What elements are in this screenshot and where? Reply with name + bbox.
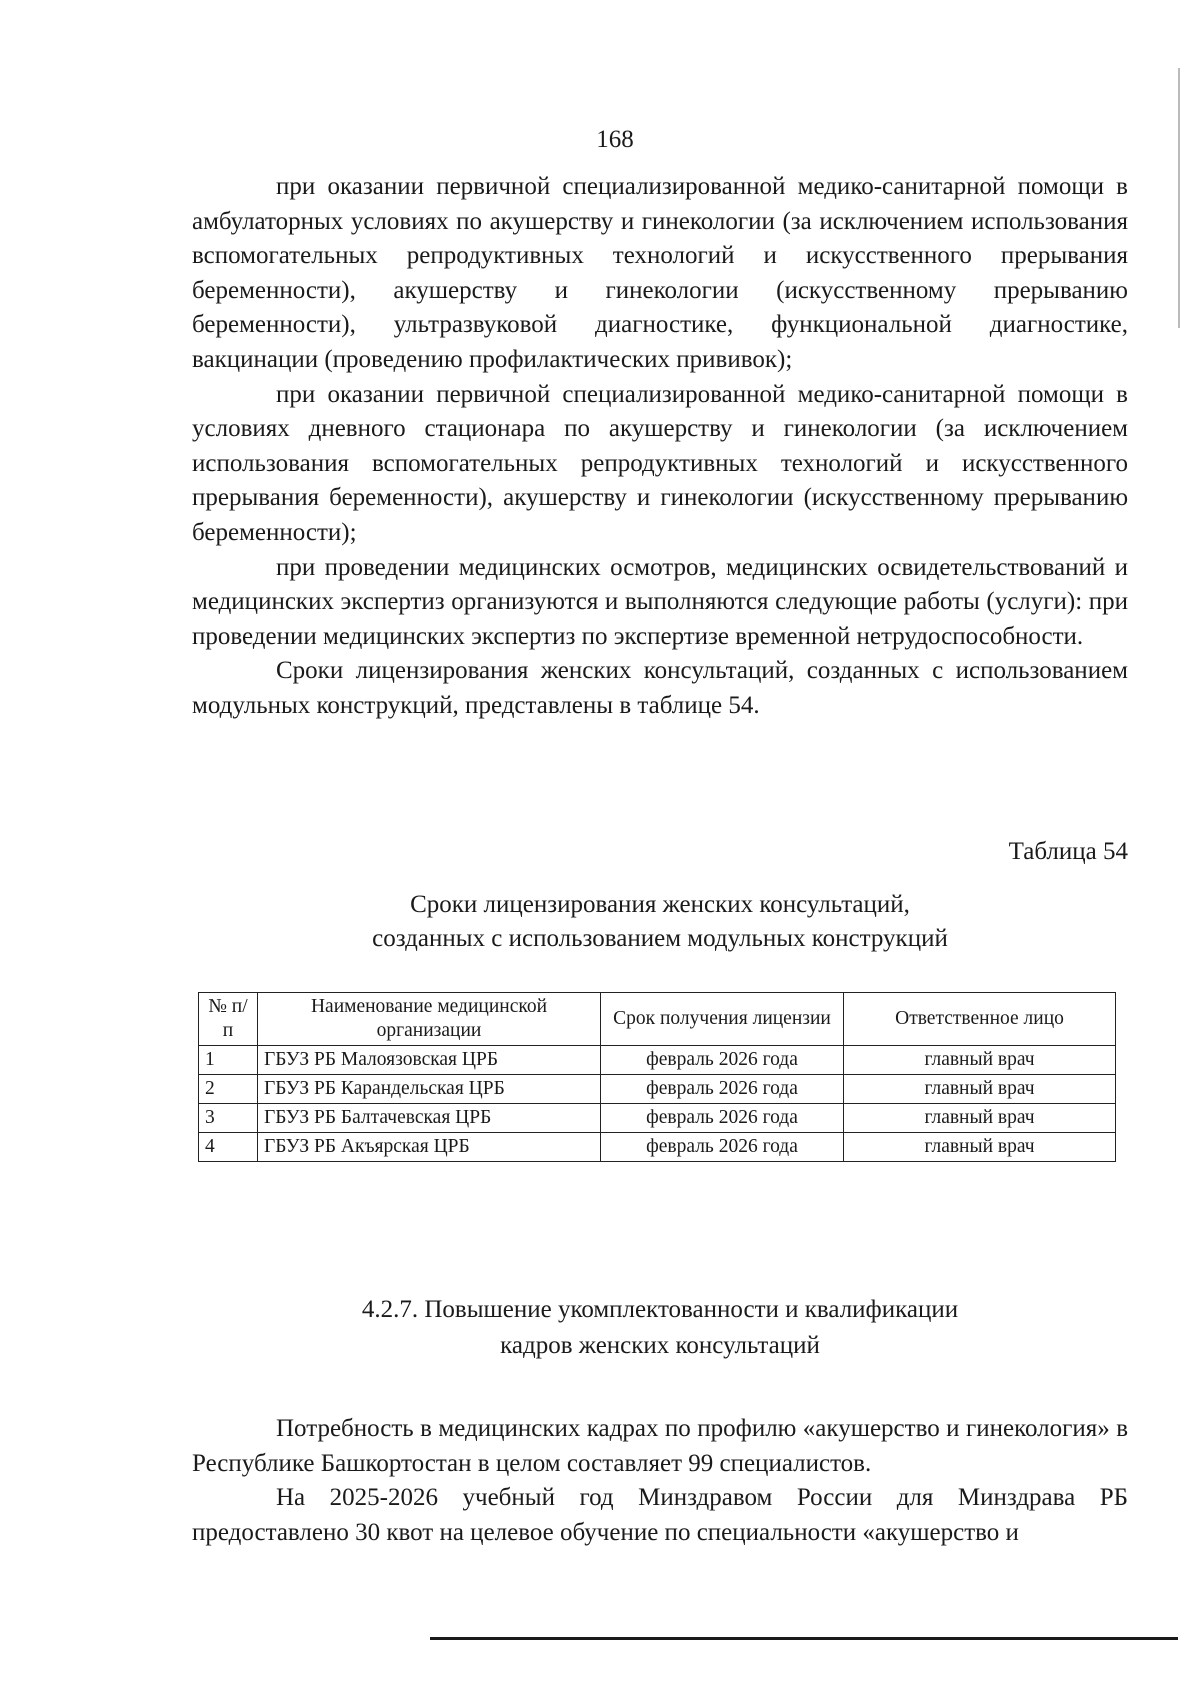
table-title-line-1: Сроки лицензирования женских консультаций, [410, 891, 910, 918]
row-license-date: февраль 2026 года [601, 1046, 844, 1075]
header-responsible: Ответственное лицо [844, 993, 1116, 1046]
licensing-table [198, 992, 1116, 1162]
row-license-date: февраль 2026 года [601, 1133, 844, 1162]
bottom-rule [430, 1637, 1178, 1640]
table-row [199, 1133, 1116, 1162]
table-label: Таблица 54 [1008, 838, 1128, 865]
section-heading-line-1: 4.2.7. Повышение укомплектованности и квалификации [361, 1296, 959, 1323]
table-row [199, 1075, 1116, 1104]
paragraph-day-hospital: при оказании первичной специализированной медико-санитарной помощи в условиях дневного стационара по акушерству и гинекологии (за исключением использования вспомогательных репродуктивных технологий и искусственного прерывания беременности), акушерству и гинекологии (искусственному прерыванию беременности); [192, 380, 1128, 546]
section-heading-line-2: кадров женских консультаций [500, 1332, 820, 1359]
row-license-date: февраль 2026 года [601, 1075, 844, 1104]
paragraph-examinations: при проведении медицинских осмотров, медицинских освидетельствований и медицинских экспертиз организуются и выполняются следующие работы (услуги): при проведении медицинских экспертиз по экспертизе временной нетрудоспособности. [192, 553, 1128, 650]
header-number: № п/п [199, 993, 258, 1046]
scan-edge-line [1178, 68, 1180, 328]
table-row [199, 1046, 1116, 1075]
row-organization: ГБУЗ РБ Малоязовская ЦРБ [258, 1046, 601, 1075]
paragraph-quotas: На 2025-2026 учебный год Минздравом России для Минздрава РБ предоставлено 30 квот на целевое обучение по специальности «акушерство и [192, 1484, 1128, 1546]
row-number: 2 [199, 1075, 258, 1104]
paragraph-table-reference: Сроки лицензирования женских консультаций, созданных с использованием модульных конструкций, представлены в таблице 54. [192, 657, 1128, 719]
row-license-date: февраль 2026 года [601, 1104, 844, 1133]
row-responsible: главный врач [844, 1104, 1116, 1133]
row-organization: ГБУЗ РБ Карандельская ЦРБ [258, 1075, 601, 1104]
row-organization: ГБУЗ РБ Акъярская ЦРБ [258, 1133, 601, 1162]
paragraph-outpatient: при оказании первичной специализированной медико-санитарной помощи в амбулаторных условиях по акушерству и гинекологии (за исключением использования вспомогательных репродуктивных технологий и искусственного прерывания беременности), акушерству и гинекологии (искусственному прерыванию беременности), ультразвуковой диагностике, функциональной диагностике, вакцинации (проведению профилактических прививок); [192, 173, 1128, 373]
header-organization: Наименование медицинской организации [258, 993, 601, 1046]
table-row [199, 1104, 1116, 1133]
row-responsible: главный врач [844, 1075, 1116, 1104]
page-number: 168 [596, 126, 634, 153]
row-organization: ГБУЗ РБ Балтачевская ЦРБ [258, 1104, 601, 1133]
table-header-row [199, 993, 1116, 1046]
row-number: 3 [199, 1104, 258, 1133]
body-text [192, 170, 1128, 724]
row-number: 4 [199, 1133, 258, 1162]
section-heading [192, 1292, 1128, 1364]
closing-text [192, 1412, 1128, 1550]
table-title [192, 888, 1128, 956]
paragraph-staff-demand: Потребность в медицинских кадрах по профилю «акушерство и гинекология» в Республике Башкортостан в целом составляет 99 специалистов. [192, 1415, 1128, 1477]
table-title-line-2: созданных с использованием модульных конструкций [372, 925, 948, 952]
row-responsible: главный врач [844, 1133, 1116, 1162]
row-responsible: главный врач [844, 1046, 1116, 1075]
header-license-date: Срок получения лицензии [601, 993, 844, 1046]
row-number: 1 [199, 1046, 258, 1075]
